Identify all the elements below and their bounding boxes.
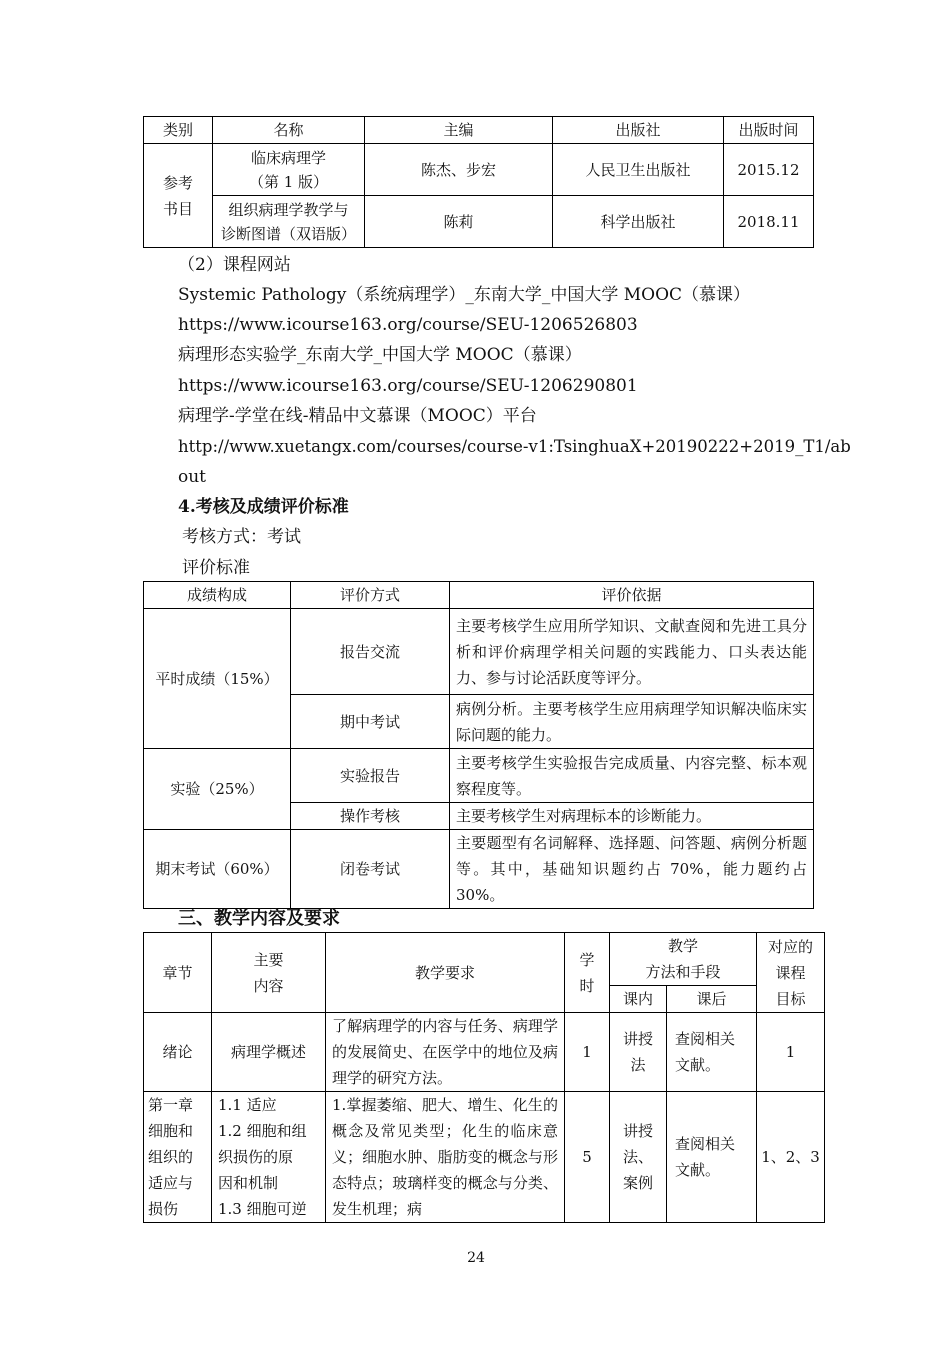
page-number: 24 — [467, 1250, 485, 1266]
assessment-mode: 实验报告 — [291, 749, 450, 803]
ref-header-name: 名称 — [213, 117, 365, 144]
content-after-class: 查阅相关 文献。 — [667, 1013, 757, 1092]
assessment-method: 考核方式：考试 — [182, 527, 301, 547]
assessment-component: 期末考试（60%） — [144, 830, 291, 909]
teaching-content-table — [143, 932, 825, 1223]
content-in-class: 讲授 法 — [610, 1013, 667, 1092]
content-target: 1、2、3 — [757, 1092, 825, 1223]
assessment-basis: 病例分析。主要考核学生应用病理学知识解决临床实际问题的能力。 — [450, 695, 814, 749]
content-header-chapter: 章节 — [144, 933, 212, 1013]
ref-book-name: 组织病理学教学与 诊断图谱（双语版） — [213, 196, 365, 248]
website-line: 病理学-学堂在线-精品中文慕课（MOOC）平台 — [178, 406, 537, 426]
website-link[interactable]: https://www.icourse163.org/course/SEU-1206526803 — [178, 315, 638, 335]
content-header-methods: 教学 方法和手段 — [610, 933, 757, 986]
assessment-mode: 操作考核 — [291, 803, 450, 830]
criteria-label: 评价标准 — [182, 558, 250, 578]
content-main: 1.1 适应 1.2 细胞和组 织损伤的原 因和机制 1.3 细胞可逆 — [212, 1092, 326, 1223]
assessment-mode: 报告交流 — [291, 609, 450, 695]
websites-heading: （2）课程网站 — [178, 255, 291, 275]
content-in-class: 讲授 法、 案例 — [610, 1092, 667, 1223]
content-hours: 5 — [565, 1092, 610, 1223]
ref-book-publisher: 人民卫生出版社 — [553, 144, 724, 196]
content-chapter: 绪论 — [144, 1013, 212, 1092]
website-line: Systemic Pathology（系统病理学）_东南大学_中国大学 MOOC（慕课） — [178, 285, 751, 305]
assessment-mode: 闭卷考试 — [291, 830, 450, 909]
ref-header-publisher: 出版社 — [553, 117, 724, 144]
website-line: 病理形态实验学_东南大学_中国大学 MOOC（慕课） — [178, 345, 582, 365]
assessment-table — [143, 581, 814, 909]
assessment-basis: 主要考核学生对病理标本的诊断能力。 — [450, 803, 814, 830]
content-header-requirements: 教学要求 — [326, 933, 565, 1013]
content-hours: 1 — [565, 1013, 610, 1092]
content-heading: 三、教学内容及要求 — [178, 908, 340, 929]
ref-category-cell: 参考 书目 — [144, 144, 213, 248]
content-header-hours: 学 时 — [565, 933, 610, 1013]
assessment-header-component: 成绩构成 — [144, 582, 291, 609]
website-link-continued[interactable]: out — [178, 467, 207, 487]
assessment-basis: 主要考核学生实验报告完成质量、内容完整、标本观察程度等。 — [450, 749, 814, 803]
content-header-in-class: 课内 — [610, 986, 667, 1013]
ref-book-date: 2015.12 — [724, 144, 814, 196]
content-header-target: 对应的 课程 目标 — [757, 933, 825, 1013]
assessment-header-mode: 评价方式 — [291, 582, 450, 609]
assessment-component: 实验（25%） — [144, 749, 291, 830]
assessment-basis: 主要题型有名词解释、选择题、问答题、病例分析题等。其中，基础知识题约占 70%，能力题约占 30%。 — [450, 830, 814, 909]
content-header-main: 主要 内容 — [212, 933, 326, 1013]
content-after-class: 查阅相关 文献。 — [667, 1092, 757, 1223]
content-header-after-class: 课后 — [667, 986, 757, 1013]
ref-book-publisher: 科学出版社 — [553, 196, 724, 248]
ref-header-date: 出版时间 — [724, 117, 814, 144]
content-target: 1 — [757, 1013, 825, 1092]
ref-header-editor: 主编 — [365, 117, 553, 144]
ref-book-editor: 陈莉 — [365, 196, 553, 248]
assessment-basis: 主要考核学生应用所学知识、文献查阅和先进工具分析和评价病理学相关问题的实践能力、口头表达能力、参与讨论活跃度等评分。 — [450, 609, 814, 695]
content-requirements: 了解病理学的内容与任务、病理学的发展简史、在医学中的地位及病理学的研究方法。 — [326, 1013, 565, 1092]
assessment-header-basis: 评价依据 — [450, 582, 814, 609]
assessment-mode: 期中考试 — [291, 695, 450, 749]
ref-book-editor: 陈杰、步宏 — [365, 144, 553, 196]
reference-books-table — [143, 116, 814, 248]
ref-book-date: 2018.11 — [724, 196, 814, 248]
content-requirements: 1.掌握萎缩、肥大、增生、化生的概念及常见类型；化生的临床意义；细胞水肿、脂肪变的概念与形态特点；玻璃样变的概念与分类、发生机理；病 — [326, 1092, 565, 1223]
assessment-component: 平时成绩（15%） — [144, 609, 291, 749]
ref-book-name: 临床病理学 （第 1 版） — [213, 144, 365, 196]
ref-header-category: 类别 — [144, 117, 213, 144]
website-link[interactable]: http://www.xuetangx.com/courses/course-v1:TsinghuaX+20190222+2019_T1/ab — [178, 437, 851, 456]
content-main: 病理学概述 — [212, 1013, 326, 1092]
content-chapter: 第一章 细胞和 组织的 适应与 损伤 — [144, 1092, 212, 1223]
assessment-heading: 4.考核及成绩评价标准 — [178, 497, 349, 517]
website-link[interactable]: https://www.icourse163.org/course/SEU-1206290801 — [178, 376, 638, 396]
